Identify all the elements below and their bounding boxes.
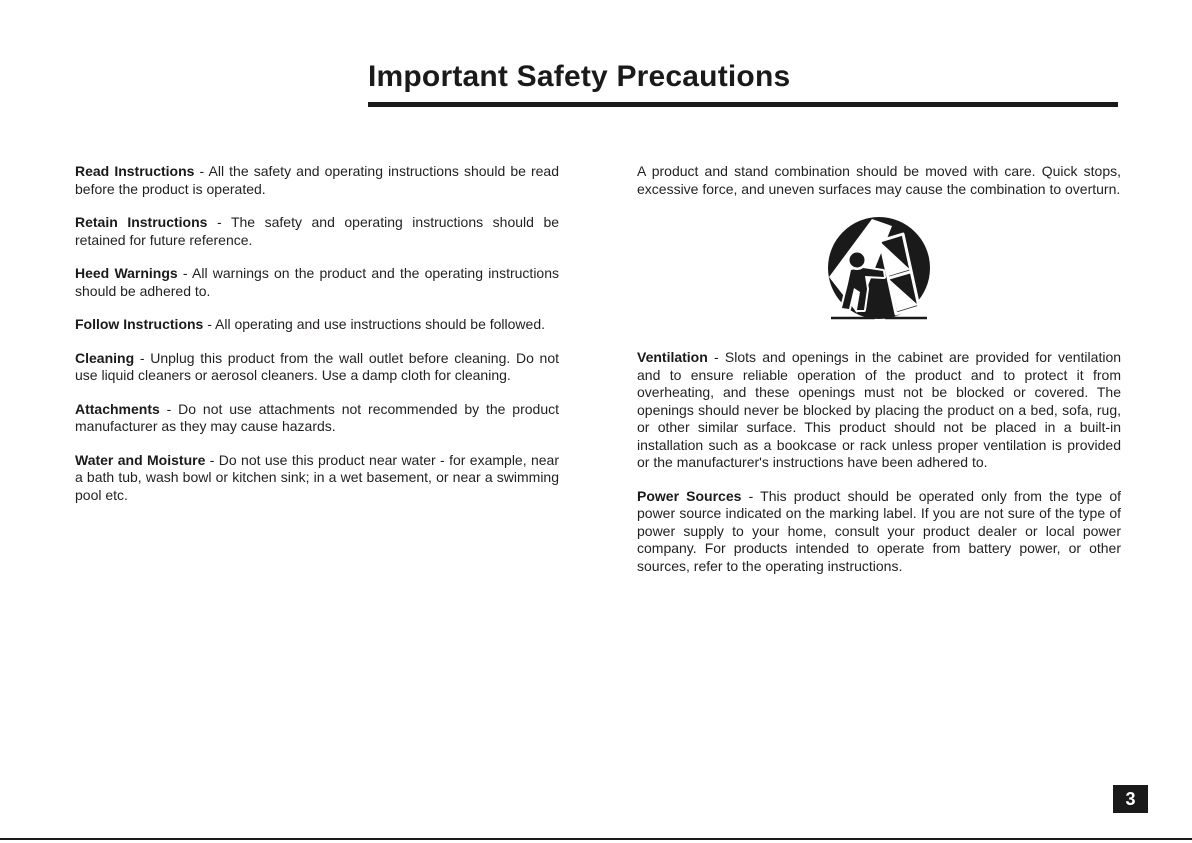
title-underline <box>368 102 1118 107</box>
page-number-badge <box>1113 785 1148 813</box>
paragraph-body: - All operating and use instructions should be followed. <box>207 316 545 332</box>
paragraph-body: - The safety and operating instructions should be retained for future reference. <box>75 214 560 248</box>
paragraph-ventilation <box>637 349 1121 472</box>
paragraph-heading: Heed Warnings <box>75 265 178 281</box>
icon-row <box>637 214 1121 330</box>
page-number: 3 <box>1125 788 1136 809</box>
page-title: Important Safety Precautions <box>368 60 791 93</box>
paragraph-body: - Unplug this product from the wall outlet before cleaning. Do not use liquid cleaners or aerosol cleaners. Use a damp cloth for cleaning. <box>75 349 560 383</box>
paragraph-body: - All the safety and operating instructions should be read before the product is operated. <box>75 163 559 197</box>
paragraph-body: - Do not use attachments not recommended by the product manufacturer as they may cause hazards. <box>75 400 560 434</box>
paragraph-body: - All warnings on the product and the operating instructions should be adhered to. <box>75 265 560 299</box>
paragraph-heading: Water and Moisture <box>75 451 206 468</box>
left-column <box>75 163 559 520</box>
footer-rule <box>0 838 1192 840</box>
paragraph-heading: Attachments <box>75 400 160 417</box>
paragraph-heading: Read Instructions <box>75 163 195 179</box>
paragraph-heed-warnings <box>75 265 559 300</box>
paragraph-body: - This product should be operated only from the type of power source indicated on the marking label. If you are not sure of the type of power supply to your home, consult your product dealer or local power company. For products intended to operate from battery power, or other sources, refer to the operating instructions. <box>637 487 1122 574</box>
paragraph-water-and-moisture <box>75 452 559 505</box>
paragraph-heading: Power Sources <box>637 487 742 504</box>
paragraph-stand-caution <box>637 163 1121 198</box>
paragraph-retain-instructions <box>75 214 559 249</box>
cart-tipping-warning-icon <box>817 214 941 330</box>
title-block <box>368 60 1118 107</box>
paragraph-cleaning <box>75 350 559 385</box>
paragraph-power-sources <box>637 488 1121 576</box>
paragraph-heading: Ventilation <box>637 349 708 365</box>
paragraph-heading: Cleaning <box>75 349 135 366</box>
paragraph-heading: Follow Instructions <box>75 316 204 332</box>
paragraph-heading: Retain Instructions <box>75 214 208 230</box>
right-column <box>637 163 1121 591</box>
paragraph-follow-instructions <box>75 316 559 334</box>
paragraph-attachments <box>75 401 559 436</box>
paragraph-body: - Do not use this product near water - for example, near a bath tub, wash bowl or kitchen sink; in a wet basement, or near a swimming pool etc. <box>75 451 559 503</box>
paragraph-body: - Slots and openings in the cabinet are provided for ventilation and to ensure reliable operation of the product and to protect it from overheating, and these openings must not be blocked or covered. The openings should never be blocked by placing the product on a bed, sofa, rug, or other similar surface. This product should not be placed in a built-in installation such as a bookcase or rack unless proper ventilation is provided or the manufacturer's instructions have been adhered to. <box>637 349 1122 470</box>
paragraph-body: A product and stand combination should be moved with care. Quick stops, excessive force, and uneven surfaces may cause the combination to overturn. <box>637 163 1121 197</box>
paragraph-read-instructions <box>75 163 559 198</box>
